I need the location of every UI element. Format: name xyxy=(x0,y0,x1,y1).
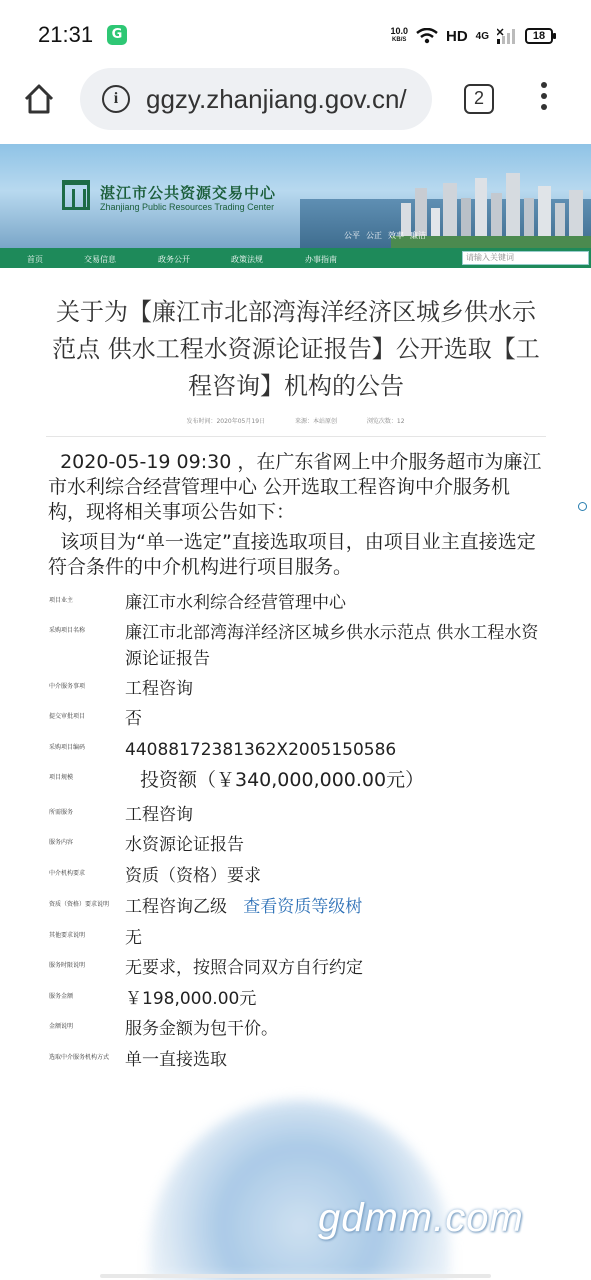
row-value: 否 xyxy=(125,709,142,729)
site-search-input[interactable]: 请输入关键词 xyxy=(462,251,589,265)
status-bar xyxy=(0,0,591,68)
row-label: 项目规模 xyxy=(49,774,74,781)
nav-gov-affairs[interactable]: 政务公开 xyxy=(158,255,190,264)
browser-toolbar xyxy=(0,68,591,144)
wifi-icon xyxy=(416,28,438,44)
signal-icon xyxy=(497,28,517,44)
row-label: 所需服务 xyxy=(49,809,74,816)
qualification-value: 工程咨询乙级 xyxy=(125,897,227,917)
gesture-bar xyxy=(100,1274,491,1278)
overflow-menu-icon[interactable] xyxy=(534,82,554,116)
speed-unit: KB/S xyxy=(392,37,407,43)
source: 来源：本站原创 xyxy=(294,418,337,425)
network-speed xyxy=(390,27,408,45)
row-value: 廉江市水利综合经营管理中心 xyxy=(125,593,346,613)
site-banner xyxy=(0,144,591,248)
url-text[interactable]: ggzy.zhanjiang.gov.cn/ xyxy=(146,84,407,114)
row-value: 资质（资格）要求 xyxy=(125,866,261,886)
site-nav xyxy=(0,248,591,268)
row-label: 采购项目名称 xyxy=(49,627,86,634)
row-value: 服务金额为包干价。 xyxy=(125,1019,278,1039)
divider xyxy=(46,436,546,437)
info-icon[interactable]: i xyxy=(102,85,130,113)
row-label: 其他要求说明 xyxy=(49,932,86,939)
home-icon[interactable] xyxy=(22,82,56,116)
speed-value: 10.0 xyxy=(390,26,408,36)
row-value: 廉江市北部湾海洋经济区城乡供水示范点 供水工程水资源论证报告 xyxy=(125,623,539,669)
tab-switcher-button[interactable]: 2 xyxy=(464,84,494,114)
watermark-graphic xyxy=(150,1100,450,1280)
network-type: 4G xyxy=(475,30,489,42)
app-notification-icon: G xyxy=(107,25,127,45)
nav-policies[interactable]: 政策法规 xyxy=(231,255,263,264)
row-value: 无要求，按照合同双方自行约定 xyxy=(125,958,363,978)
battery-icon: 18 xyxy=(525,28,553,44)
selection-text: 该项目为“单一选定”直接选取项目，由项目业主直接选定符合条件的中介机构进行项目服务。 xyxy=(48,531,536,578)
row-value: 工程咨询 xyxy=(125,805,193,825)
article-meta xyxy=(0,416,591,425)
nav-home[interactable]: 首页 xyxy=(27,255,43,264)
nav-guide[interactable]: 办事指南 xyxy=(305,255,337,264)
row-value xyxy=(125,894,555,920)
row-label: 中介机构要求 xyxy=(49,870,86,877)
row-label: 服务内容 xyxy=(49,839,74,846)
intro-text: 2020-05-19 09:30 ，在广东省网上中介服务超市为廉江市水利综合经营管理中心 公开选取工程咨询中介服务机构，现将相关事项公告如下： xyxy=(48,451,542,523)
banner-slogans xyxy=(344,230,426,241)
search-icon[interactable] xyxy=(578,502,587,511)
row-value: ￥198,000.00元 xyxy=(125,989,257,1009)
row-label: 提交审批项目 xyxy=(49,713,86,720)
row-label: 金额说明 xyxy=(49,1023,74,1030)
clock: 21:31 xyxy=(38,22,94,47)
publish-date: 发布时间：2020年05月19日 xyxy=(186,418,266,425)
page-title: 关于为【廉江市北部湾海洋经济区城乡供水示范点 供水工程水资源论证报告】公开选取【工程咨询】机构的公告 xyxy=(52,298,540,400)
row-value: 44088172381362X2005150586 xyxy=(125,740,397,760)
row-value: 无 xyxy=(125,928,142,948)
row-label: 采购项目编码 xyxy=(49,744,86,751)
selection-paragraph xyxy=(48,530,548,580)
watermark: gdmm.com xyxy=(318,1196,524,1240)
hd-icon: HD xyxy=(445,27,468,45)
slogan: 公正 xyxy=(366,231,382,240)
intro-paragraph xyxy=(48,450,548,525)
qualification-tree-link[interactable]: 查看资质等级树 xyxy=(243,897,363,917)
row-label: 资质（资格）要求说明 xyxy=(49,901,110,908)
service-item-link[interactable]: 工程咨询 xyxy=(125,679,193,699)
row-label: 服务时限说明 xyxy=(49,962,86,969)
row-value: 投资额（￥340,000,000.00元） xyxy=(140,769,425,791)
row-value: 单一直接选取 xyxy=(125,1050,227,1070)
slogan: 廉洁 xyxy=(410,231,426,240)
row-label: 服务金额 xyxy=(49,993,74,1000)
row-label: 项目业主 xyxy=(49,597,74,604)
view-count: 浏览次数：12 xyxy=(366,418,405,425)
nav-trading-info[interactable]: 交易信息 xyxy=(84,255,116,264)
status-icons xyxy=(390,24,553,48)
site-logo-icon xyxy=(62,180,90,210)
site-name-cn: 湛江市公共资源交易中心 xyxy=(100,184,277,202)
slogan: 公平 xyxy=(344,231,360,240)
row-label: 选取中介服务机构方式 xyxy=(49,1054,110,1061)
row-value: 水资源论证报告 xyxy=(125,835,244,855)
slogan: 效率 xyxy=(388,231,404,240)
address-bar[interactable] xyxy=(80,68,432,130)
site-name-en: Zhanjiang Public Resources Trading Center xyxy=(100,202,275,212)
row-label: 中介服务事项 xyxy=(49,683,86,690)
